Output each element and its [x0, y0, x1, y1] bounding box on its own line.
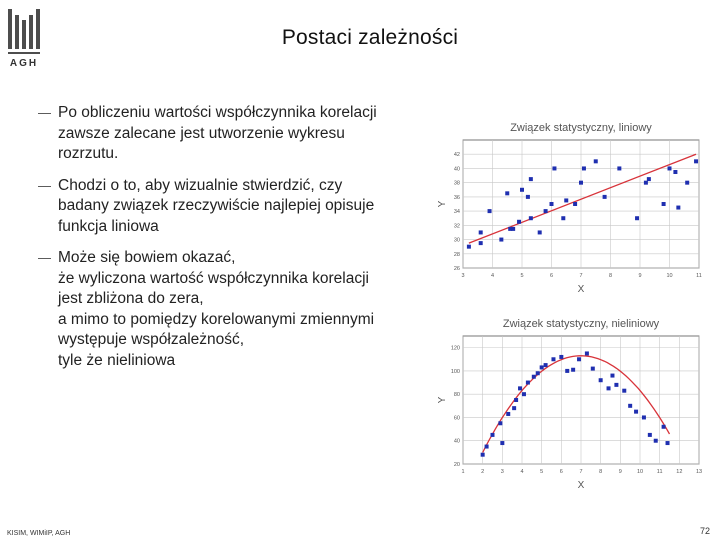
y-tick-label: 40	[453, 438, 460, 445]
x-tick-label: 13	[695, 469, 703, 475]
bullet-line: że wyliczona wartość współczynnika korelacji	[58, 269, 369, 287]
bullet-line: jest zbliżona do zera,	[58, 290, 204, 307]
data-point	[559, 355, 563, 359]
data-point	[498, 421, 502, 425]
data-point	[628, 404, 632, 408]
data-point	[518, 386, 522, 390]
data-point	[488, 209, 492, 213]
bullet-line: Może się bowiem okazać,	[58, 249, 236, 266]
data-point	[666, 441, 670, 445]
data-point	[522, 392, 526, 396]
y-tick-label: 36	[453, 194, 460, 201]
x-tick-label: 1	[461, 469, 465, 475]
data-point	[617, 166, 621, 170]
x-tick-label: 4	[520, 469, 524, 475]
data-point	[536, 371, 540, 375]
data-point	[642, 415, 646, 419]
data-point	[599, 378, 603, 382]
data-point	[694, 159, 698, 163]
data-point	[540, 365, 544, 369]
bullet-item	[38, 176, 458, 238]
y-tick-label: 80	[453, 392, 460, 399]
bullet-line: występuje współzależność,	[58, 331, 245, 348]
x-tick-label: 7	[579, 469, 583, 475]
x-tick-label: 7	[579, 273, 583, 279]
data-point	[529, 177, 533, 181]
bullet-marker-icon: —	[38, 250, 51, 265]
x-tick-label: 6	[549, 273, 554, 279]
slide-title: Postaci zależności	[281, 26, 459, 49]
x-axis-label: X	[577, 480, 585, 491]
linear-scatter-chart	[437, 116, 707, 306]
x-tick-label: 3	[500, 469, 504, 475]
y-tick-label: 120	[450, 345, 460, 352]
chart-title: Związek statystyczny, nieliniowy	[502, 318, 660, 330]
y-tick-label: 26	[453, 266, 460, 272]
y-tick-label: 28	[453, 251, 460, 258]
data-point	[544, 363, 548, 367]
x-tick-label: 8	[608, 273, 613, 279]
x-tick-label: 4	[490, 273, 495, 279]
data-point	[676, 206, 680, 210]
bullet-line: badany związek rzeczywiście najlepiej opisuje	[58, 197, 375, 214]
footer-text: KISIM, WIMiIP, AGH	[7, 530, 71, 537]
agh-logo	[6, 6, 46, 68]
y-tick-label: 42	[453, 152, 460, 159]
y-axis-label: Y	[437, 396, 448, 404]
data-point	[552, 166, 556, 170]
y-tick-label: 32	[453, 223, 460, 230]
data-point	[512, 406, 516, 410]
data-point	[573, 202, 577, 206]
data-point	[550, 202, 554, 206]
data-point	[607, 386, 611, 390]
bullet-line: rozrzutu.	[58, 145, 119, 162]
data-point	[594, 159, 598, 163]
data-point	[491, 433, 495, 437]
agh-emblem-icon	[8, 9, 40, 54]
data-point	[561, 216, 565, 220]
x-tick-label: 10	[666, 273, 673, 279]
x-tick-label: 10	[636, 469, 644, 475]
logo-text: AGH	[9, 58, 39, 68]
data-point	[603, 195, 607, 199]
chart-title: Związek statystyczny, liniowy	[510, 122, 652, 134]
data-point	[551, 357, 555, 361]
x-tick-label: 11	[656, 469, 663, 475]
data-point	[544, 209, 548, 213]
data-point	[520, 188, 524, 192]
data-point	[479, 241, 483, 245]
y-axis-label: Y	[437, 200, 448, 208]
data-point	[582, 166, 586, 170]
data-point	[634, 410, 638, 414]
data-point	[467, 245, 471, 249]
data-point	[668, 166, 672, 170]
data-point	[654, 439, 658, 443]
x-tick-label: 9	[638, 273, 642, 279]
data-point	[662, 425, 666, 429]
data-point	[514, 398, 518, 402]
data-point	[648, 433, 652, 437]
x-tick-label: 6	[559, 469, 563, 475]
data-point	[564, 198, 568, 202]
y-tick-label: 40	[453, 166, 460, 173]
y-tick-label: 20	[453, 462, 460, 468]
data-point	[506, 412, 510, 416]
x-tick-label: 3	[461, 273, 465, 279]
data-point	[644, 181, 648, 185]
data-point	[529, 216, 533, 220]
x-tick-label: 5	[540, 469, 544, 475]
data-point	[685, 181, 689, 185]
data-point	[571, 368, 575, 372]
x-axis-label: X	[577, 284, 585, 295]
data-point	[610, 374, 614, 378]
bullet-list	[38, 103, 458, 382]
y-tick-label: 34	[453, 209, 460, 216]
nonlinear-scatter-chart	[437, 312, 707, 502]
data-point	[673, 170, 677, 174]
data-point	[485, 445, 489, 449]
data-point	[481, 453, 485, 457]
data-point	[511, 227, 515, 231]
x-tick-label: 9	[618, 469, 622, 475]
data-point	[479, 230, 483, 234]
y-tick-label: 38	[453, 180, 460, 187]
bullet-line: funkcja liniowa	[58, 217, 159, 235]
data-point	[577, 357, 581, 361]
x-tick-label: 8	[599, 469, 603, 475]
data-point	[538, 230, 542, 234]
data-point	[500, 441, 504, 445]
data-point	[647, 177, 651, 181]
data-point	[579, 181, 583, 185]
data-point	[591, 367, 595, 371]
data-point	[505, 191, 509, 195]
bullet-line: Po obliczeniu wartości współczynnika korelacji	[58, 104, 377, 121]
bullet-item	[38, 248, 458, 371]
bullet-line: a mimo to pomiędzy korelowanymi zmiennymi	[58, 310, 375, 328]
data-point	[662, 202, 666, 206]
bullet-marker-icon: —	[38, 105, 51, 120]
bullet-marker-icon: —	[38, 177, 51, 193]
data-point	[532, 375, 536, 379]
data-point	[526, 381, 530, 385]
bullet-line: tyle że nieliniowa	[58, 351, 176, 369]
x-tick-label: 2	[481, 469, 485, 475]
data-point	[565, 369, 569, 373]
data-point	[635, 216, 639, 220]
bullet-item	[38, 103, 458, 165]
bullet-line: Chodzi o to, aby wizualnie stwierdzić, czy	[58, 176, 343, 194]
data-point	[517, 220, 521, 224]
page-number: 72	[700, 526, 711, 536]
y-tick-label: 60	[453, 415, 460, 422]
x-tick-label: 11	[696, 273, 702, 279]
data-point	[585, 351, 589, 355]
data-point	[614, 383, 618, 387]
bullet-line: zawsze zalecane jest utworzenie wykresu	[58, 124, 345, 142]
x-tick-label: 12	[676, 469, 683, 475]
y-tick-label: 100	[450, 368, 460, 375]
x-tick-label: 5	[520, 273, 524, 279]
data-point	[526, 195, 530, 199]
data-point	[499, 238, 503, 242]
data-point	[622, 389, 626, 393]
y-tick-label: 30	[453, 237, 460, 244]
